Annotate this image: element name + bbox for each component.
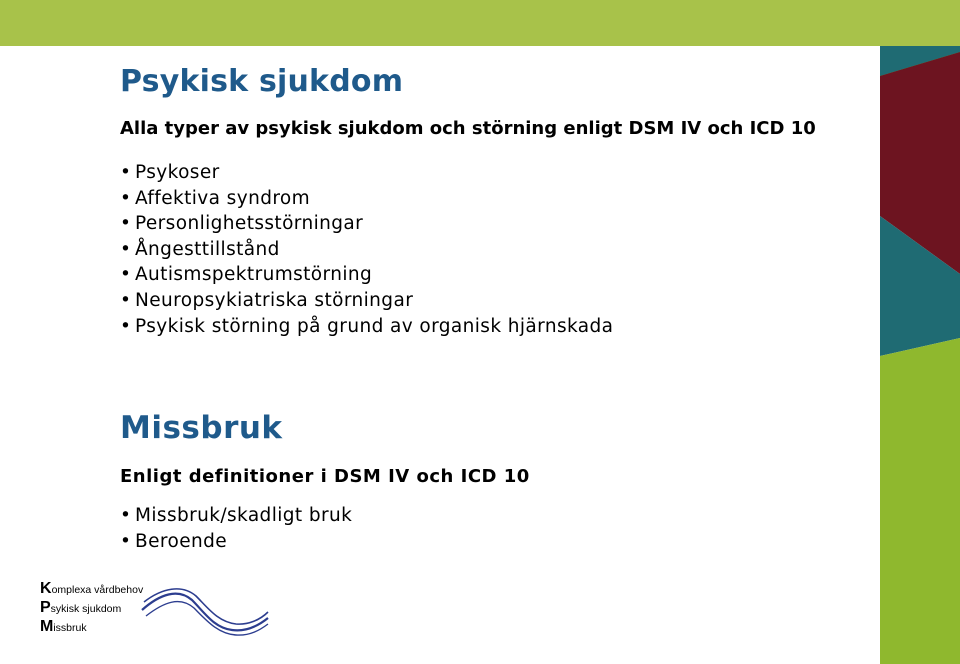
- list-item: • Beroende: [120, 529, 352, 555]
- logo-initial: K: [40, 580, 52, 597]
- logo-line: [40, 580, 143, 598]
- list-item: • Affektiva syndrom: [120, 186, 613, 212]
- deco-green-block: [880, 338, 960, 664]
- logo-initial: P: [40, 599, 51, 616]
- logo-text: sykisk sjukdom: [50, 603, 122, 615]
- logo-text: omplexa vårdbehov: [51, 584, 144, 596]
- logo-line: [40, 599, 121, 617]
- list-item: • Psykisk störning på grund av organisk hjärnskada: [120, 314, 613, 340]
- list-item: • Psykoser: [120, 160, 613, 186]
- kpm-logo: [40, 580, 240, 640]
- top-green-bar: [0, 0, 960, 46]
- section1-subtitle: Alla typer av psykisk sjukdom och störning enligt DSM IV och ICD 10: [120, 118, 816, 139]
- right-decorative-panel: [880, 46, 960, 664]
- logo-initial: M: [40, 618, 54, 635]
- section1-list: [120, 160, 613, 339]
- logo-line: [40, 618, 87, 636]
- logo-text: issbruk: [53, 622, 87, 634]
- section1-title: Psykisk sjukdom: [120, 64, 404, 99]
- list-item: • Ångesttillstånd: [120, 237, 613, 263]
- list-item: • Autismspektrumstörning: [120, 262, 613, 288]
- list-item: • Personlighetsstörningar: [120, 211, 613, 237]
- list-item: • Neuropsykiatriska störningar: [120, 288, 613, 314]
- logo-swoosh-icon: [140, 582, 270, 638]
- section2-title: Missbruk: [120, 410, 283, 446]
- section2-subtitle: Enligt definitioner i DSM IV och ICD 10: [120, 466, 530, 487]
- list-item: • Missbruk/skadligt bruk: [120, 503, 352, 529]
- section2-list: [120, 503, 352, 554]
